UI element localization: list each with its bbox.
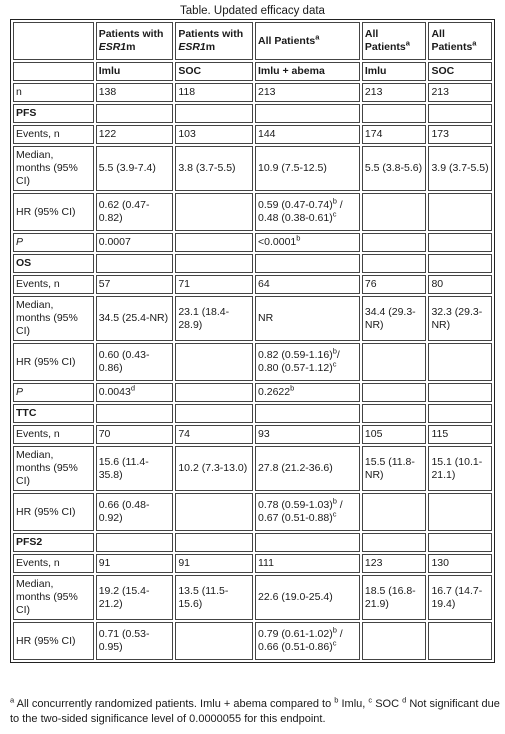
footnote-text: All concurrently randomized patients. Imlu + abema compared to — [14, 698, 335, 710]
footnote-marker: b — [334, 695, 339, 705]
arm-cell: SOC — [175, 62, 253, 81]
footnote-marker: c — [332, 509, 337, 519]
arm-cell: Imlu — [96, 62, 174, 81]
col-header-esr1m-soc — [175, 22, 253, 60]
table-cell: 111 — [255, 554, 360, 573]
gene-name: ESR1 — [178, 41, 206, 53]
table-cell: 105 — [362, 425, 427, 444]
table-cell: 213 — [255, 83, 360, 102]
section-row-os — [13, 254, 492, 273]
table-cell: 80 — [428, 275, 492, 294]
table-cell: 103 — [175, 125, 253, 144]
footnote-marker: d — [130, 383, 135, 393]
table-cell: 3.9 (3.7-5.5) — [428, 146, 492, 191]
table-cell: 13.5 (11.5-15.6) — [175, 575, 253, 620]
arm-row — [13, 62, 492, 81]
section-title: PFS2 — [13, 533, 94, 552]
col-header-all-patients-soc — [428, 22, 492, 60]
section-title: TTC — [13, 404, 94, 423]
table-cell: 5.5 (3.8-5.6) — [362, 146, 427, 191]
empty-cell — [175, 104, 253, 123]
table-row — [13, 425, 492, 444]
section-row-ttc — [13, 404, 492, 423]
table-caption: Table. Updated efficacy data — [180, 5, 325, 17]
empty-cell — [175, 383, 253, 402]
empty-cell — [428, 193, 492, 231]
footnote-marker: a — [472, 38, 477, 48]
footnote-marker: a — [405, 38, 410, 48]
table-cell: 10.2 (7.3-13.0) — [175, 446, 253, 491]
table-cell — [255, 493, 360, 531]
row-label: Median, months (95% CI) — [13, 146, 94, 191]
separator: / — [336, 199, 343, 211]
p-value: 0.2622 — [258, 386, 291, 398]
footnote-marker: b — [296, 233, 301, 243]
table-row — [13, 446, 492, 491]
empty-cell — [362, 193, 427, 231]
hr-value: 0.48 (0.38-0.61) — [258, 212, 333, 224]
col-header-text: Patients with — [98, 28, 164, 40]
footnote-text: Imlu, — [338, 698, 369, 710]
table-cell: 16.7 (14.7-19.4) — [428, 575, 492, 620]
col-header-text: All Patients — [258, 34, 316, 47]
table-cell: 71 — [175, 275, 253, 294]
hr-value: 0.78 (0.59-1.03) — [258, 499, 333, 511]
empty-cell — [428, 104, 492, 123]
empty-cell — [362, 533, 427, 552]
table-cell: 18.5 (16.8-21.9) — [362, 575, 427, 620]
gene-suffix: m — [126, 41, 136, 53]
empty-cell — [96, 254, 174, 273]
row-label: Events, n — [13, 125, 94, 144]
table-cell: 34.4 (29.3-NR) — [362, 296, 427, 341]
row-label: HR (95% CI) — [13, 493, 94, 531]
empty-cell — [362, 493, 427, 531]
empty-cell — [362, 622, 427, 660]
empty-cell — [362, 104, 427, 123]
table-cell: 76 — [362, 275, 427, 294]
empty-cell — [175, 493, 253, 531]
empty-cell — [428, 404, 492, 423]
footnote-marker: d — [402, 695, 407, 705]
empty-cell — [96, 104, 174, 123]
footnote-marker: c — [332, 359, 337, 369]
col-header-esr1m-imlu — [96, 22, 174, 60]
table-cell — [255, 383, 360, 402]
table-cell: 5.5 (3.9-7.4) — [96, 146, 174, 191]
table-cell: 3.8 (3.7-5.5) — [175, 146, 253, 191]
table-cell: 15.1 (10.1-21.1) — [428, 446, 492, 491]
gene-suffix: m — [205, 41, 216, 53]
empty-cell — [175, 254, 253, 273]
footnote-text: Not significant due to the two-sided significance level of 0.0000055 for this endpoint. — [10, 698, 500, 725]
row-label: HR (95% CI) — [13, 343, 94, 381]
row-label: Median, months (95% CI) — [13, 296, 94, 341]
empty-cell — [428, 622, 492, 660]
col-header-text: Patients — [431, 41, 473, 53]
col-header-text: Patients with — [178, 28, 244, 40]
footnote-marker: c — [332, 638, 337, 648]
table-cell: 22.6 (19.0-25.4) — [255, 575, 360, 620]
table-cell: 64 — [255, 275, 360, 294]
footnote-marker: a — [10, 695, 15, 705]
row-label: Events, n — [13, 275, 94, 294]
footnote-marker: b — [290, 383, 295, 393]
section-title: OS — [13, 254, 94, 273]
hr-value: 0.82 (0.59-1.16) — [258, 349, 333, 361]
empty-cell — [255, 533, 360, 552]
table-row — [13, 233, 492, 252]
table-cell: 213 — [428, 83, 492, 102]
header-empty-cell — [13, 22, 94, 60]
table-row — [13, 275, 492, 294]
table-cell: 213 — [362, 83, 427, 102]
row-label: Median, months (95% CI) — [13, 446, 94, 491]
arm-empty-cell — [13, 62, 94, 81]
col-header-text: All — [364, 28, 379, 40]
table-cell: 27.8 (21.2-36.6) — [255, 446, 360, 491]
table-cell: 91 — [175, 554, 253, 573]
table-cell: 0.71 (0.53-0.95) — [96, 622, 174, 660]
empty-cell — [428, 493, 492, 531]
hr-value: 0.66 (0.51-0.86) — [258, 641, 333, 653]
table-cell: 32.3 (29.3-NR) — [428, 296, 492, 341]
empty-cell — [428, 533, 492, 552]
p-value: 0.0043 — [98, 386, 131, 398]
table-cell: 115 — [428, 425, 492, 444]
hr-value: 0.67 (0.51-0.88) — [258, 512, 333, 524]
separator: / — [336, 349, 340, 361]
empty-cell — [362, 383, 427, 402]
row-label: HR (95% CI) — [13, 622, 94, 660]
table-cell — [96, 383, 174, 402]
empty-cell — [428, 254, 492, 273]
footnote-marker: b — [332, 625, 337, 635]
row-label: Events, n — [13, 554, 94, 573]
table-cell: 173 — [428, 125, 492, 144]
empty-cell — [175, 404, 253, 423]
header-row — [13, 22, 492, 60]
row-label: n — [13, 83, 94, 102]
arm-cell: Imlu — [362, 62, 427, 81]
empty-cell — [175, 622, 253, 660]
empty-cell — [255, 104, 360, 123]
table-cell — [255, 622, 360, 660]
footnote-marker: b — [332, 346, 337, 356]
section-row-pfs — [13, 104, 492, 123]
table-cell: 174 — [362, 125, 427, 144]
footnote-marker: c — [368, 695, 373, 705]
table-row — [13, 622, 492, 660]
table-row — [13, 296, 492, 341]
table-row — [13, 193, 492, 231]
n-row — [13, 83, 492, 102]
table-cell — [255, 193, 360, 231]
empty-cell — [255, 404, 360, 423]
table-cell: NR — [255, 296, 360, 341]
table-row — [13, 383, 492, 402]
table-row — [13, 125, 492, 144]
empty-cell — [96, 533, 174, 552]
table-cell: 144 — [255, 125, 360, 144]
hr-value: 0.79 (0.61-1.02) — [258, 628, 333, 640]
empty-cell — [362, 233, 427, 252]
empty-cell — [96, 404, 174, 423]
row-label: P — [13, 233, 94, 252]
table-cell: 19.2 (15.4-21.2) — [96, 575, 174, 620]
efficacy-table — [10, 19, 495, 663]
table-cell: 15.5 (11.8-NR) — [362, 446, 427, 491]
table-row — [13, 343, 492, 381]
table-cell: 91 — [96, 554, 174, 573]
separator: / — [336, 628, 343, 640]
table-cell: 122 — [96, 125, 174, 144]
col-header-all-patients — [255, 22, 360, 60]
table-cell: 0.66 (0.48-0.92) — [96, 493, 174, 531]
table-cell: 0.0007 — [96, 233, 174, 252]
gene-name: ESR1 — [98, 41, 127, 53]
table-cell: 34.5 (25.4-NR) — [96, 296, 174, 341]
table-row — [13, 554, 492, 573]
table-cell: 0.60 (0.43-0.86) — [96, 343, 174, 381]
empty-cell — [362, 254, 427, 273]
table-cell: 74 — [175, 425, 253, 444]
col-header-text: Patients — [364, 41, 406, 53]
empty-cell — [362, 404, 427, 423]
table-cell — [255, 233, 360, 252]
table-cell: 15.6 (11.4-35.8) — [96, 446, 174, 491]
table-cell: 23.1 (18.4-28.9) — [175, 296, 253, 341]
table-cell: 0.62 (0.47-0.82) — [96, 193, 174, 231]
hr-value: 0.59 (0.47-0.74) — [258, 199, 333, 211]
table-footnote — [10, 697, 500, 727]
arm-cell: Imlu + abema — [255, 62, 360, 81]
section-title: PFS — [13, 104, 94, 123]
col-header-all-patients-imlu — [362, 22, 427, 60]
empty-cell — [428, 383, 492, 402]
empty-cell — [175, 533, 253, 552]
empty-cell — [175, 193, 253, 231]
table-cell: 10.9 (7.5-12.5) — [255, 146, 360, 191]
row-label: Median, months (95% CI) — [13, 575, 94, 620]
empty-cell — [175, 233, 253, 252]
empty-cell — [428, 343, 492, 381]
table-cell: 123 — [362, 554, 427, 573]
table-cell: 138 — [96, 83, 174, 102]
empty-cell — [362, 343, 427, 381]
table-cell: 118 — [175, 83, 253, 102]
footnote-marker: b — [332, 196, 337, 206]
row-label: Events, n — [13, 425, 94, 444]
table-row — [13, 493, 492, 531]
col-header-text: All — [431, 28, 445, 40]
table-cell — [255, 343, 360, 381]
section-row-pfs2 — [13, 533, 492, 552]
arm-cell: SOC — [428, 62, 492, 81]
table-cell: 93 — [255, 425, 360, 444]
footnote-marker: c — [332, 209, 337, 219]
table-row — [13, 575, 492, 620]
separator: / — [336, 499, 343, 511]
footnote-text: SOC — [372, 698, 403, 710]
row-label: HR (95% CI) — [13, 193, 94, 231]
footnote-marker: a — [315, 32, 320, 41]
p-value: <0.0001 — [258, 236, 297, 248]
table-row — [13, 146, 492, 191]
row-label: P — [13, 383, 94, 402]
table-cell: 57 — [96, 275, 174, 294]
table-cell: 130 — [428, 554, 492, 573]
footnote-marker: b — [332, 496, 337, 506]
empty-cell — [175, 343, 253, 381]
empty-cell — [255, 254, 360, 273]
hr-value: 0.80 (0.57-1.12) — [258, 362, 333, 374]
table-cell: 70 — [96, 425, 174, 444]
empty-cell — [428, 233, 492, 252]
